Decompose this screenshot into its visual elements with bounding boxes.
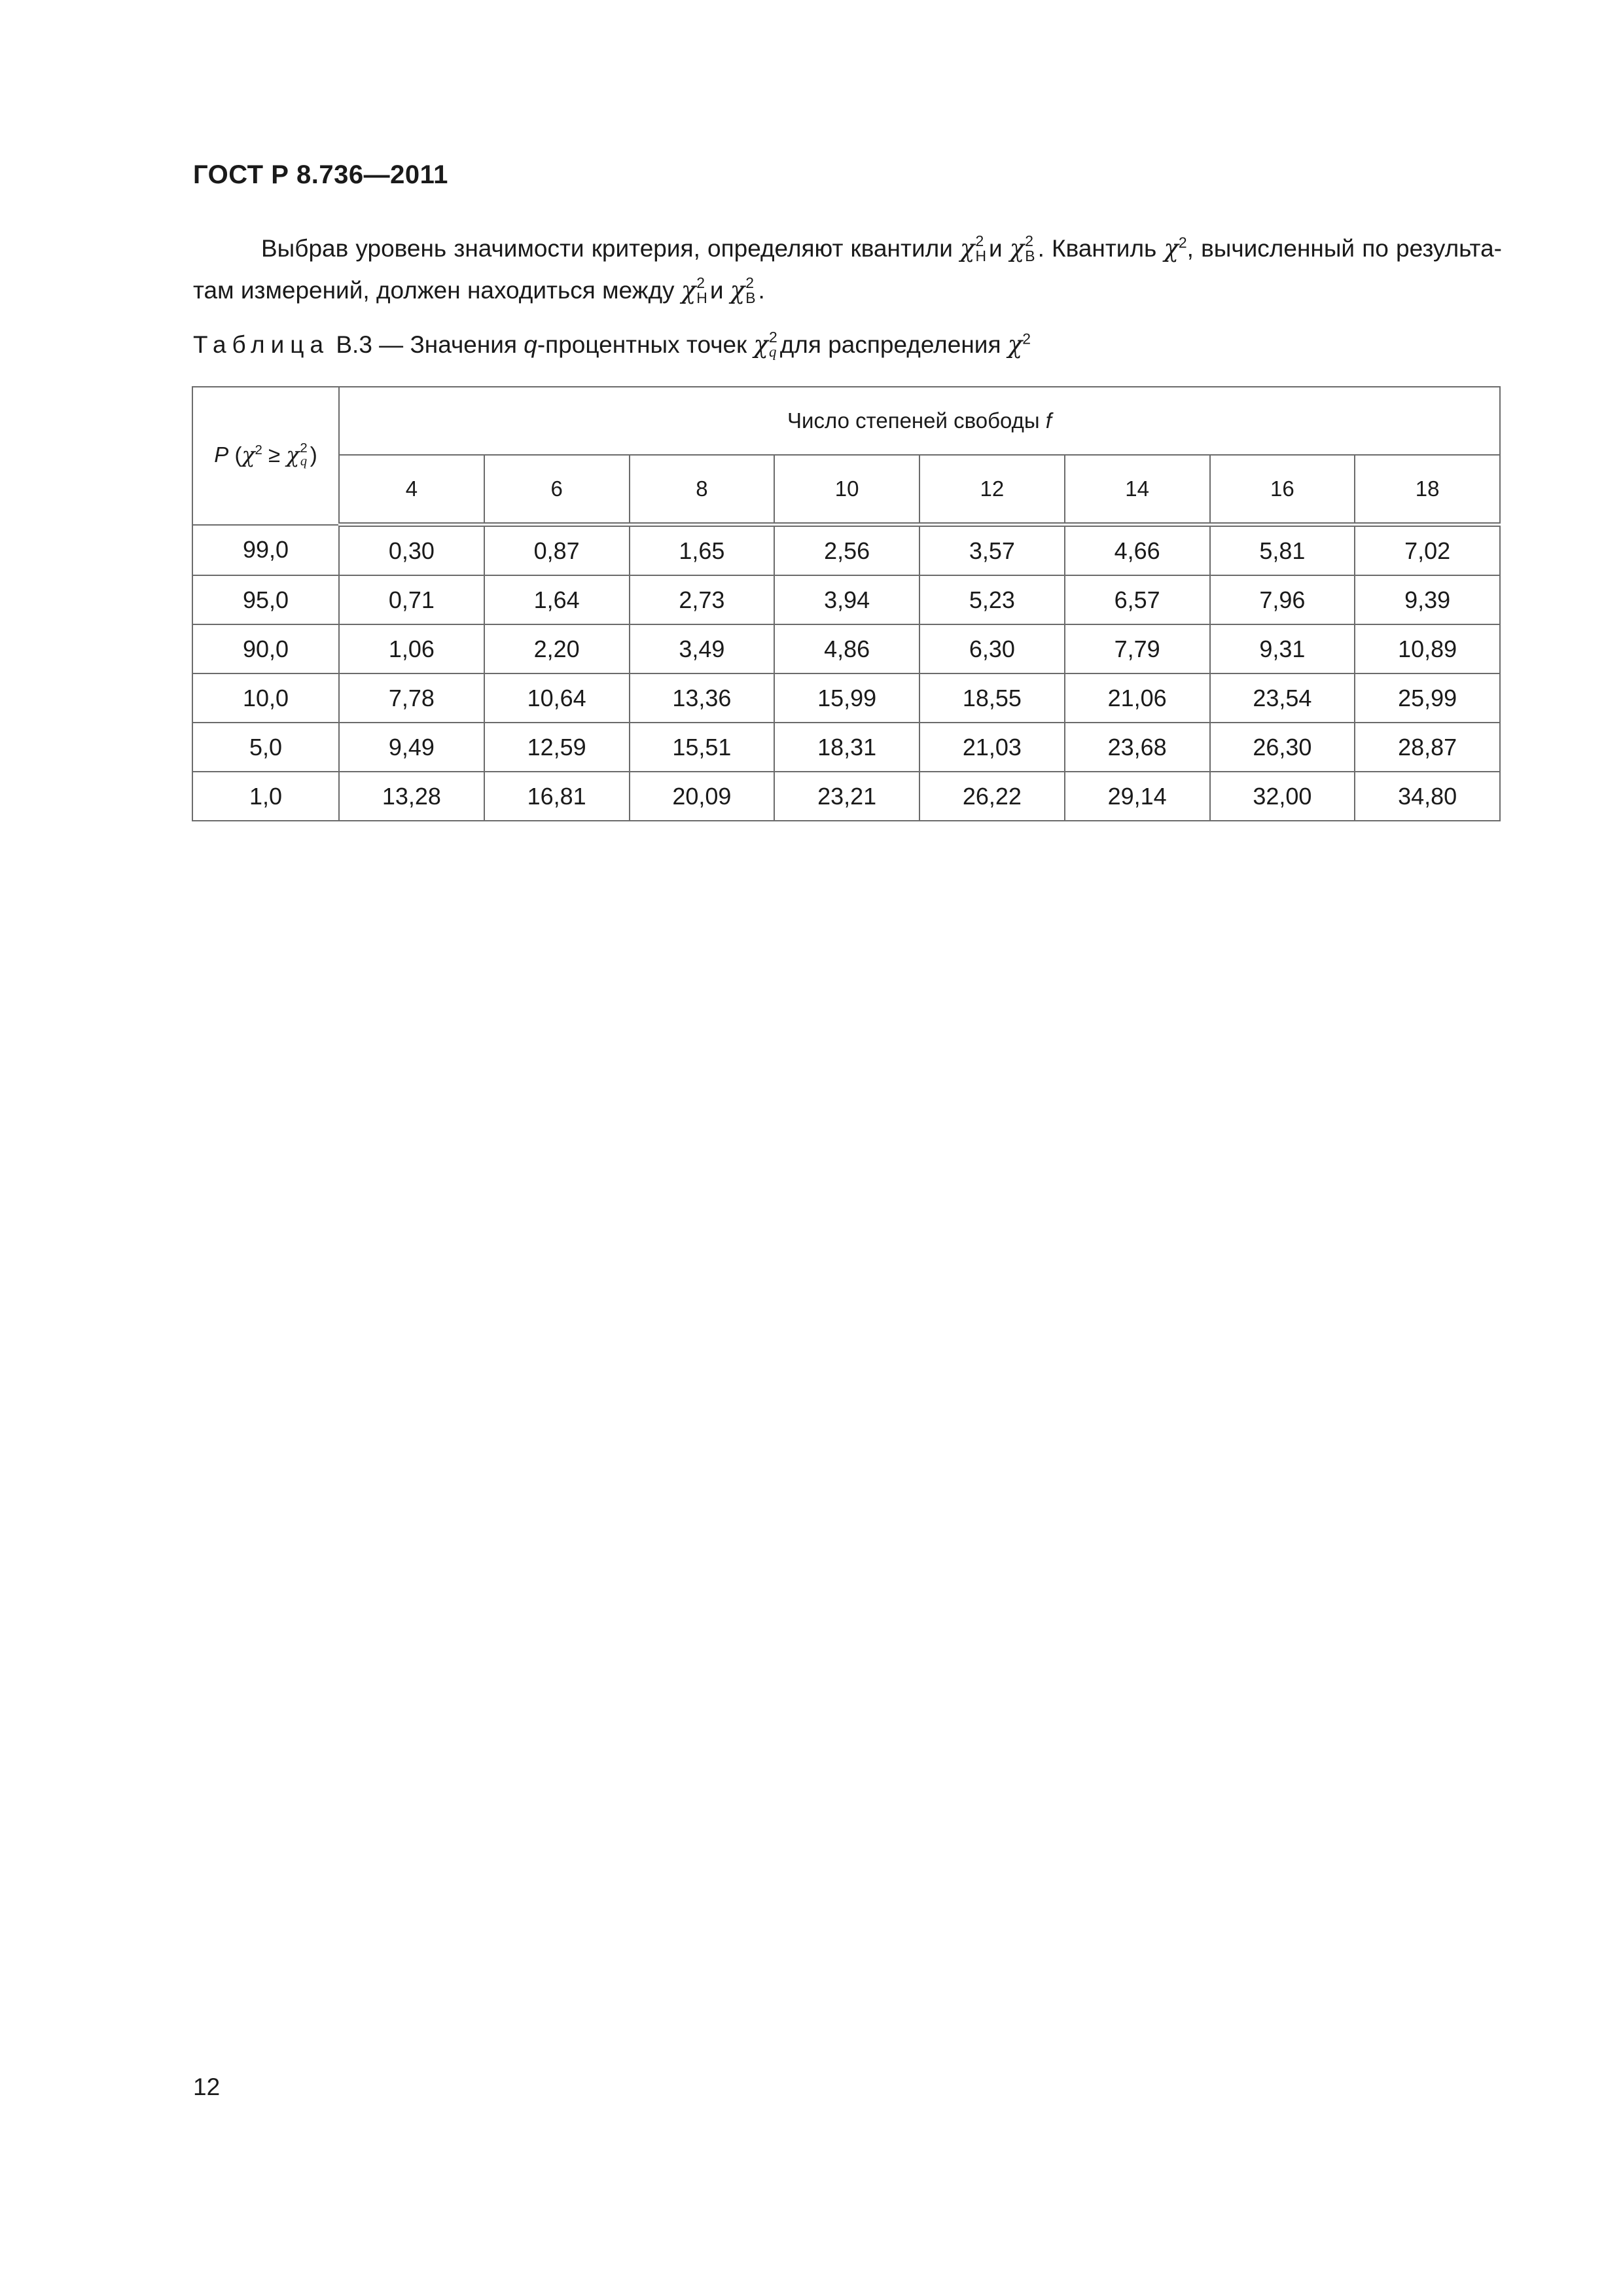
value-cell: 5,23 xyxy=(919,575,1065,624)
table-caption: Таблица В.3 — Значения q-процентных точек χ 2 q для распределения $\chi^2$ xyxy=(193,329,1031,361)
value-cell: 15,99 xyxy=(774,673,919,723)
value-cell: 9,49 xyxy=(339,723,484,772)
chi-square-table xyxy=(192,386,1501,821)
value-cell: 26,22 xyxy=(919,772,1065,821)
table-row xyxy=(192,772,1500,821)
value-cell: 5,81 xyxy=(1210,525,1355,576)
table-row xyxy=(192,525,1500,576)
degrees-of-freedom-header: Число степеней свободы f xyxy=(339,387,1500,455)
value-cell: 7,96 xyxy=(1210,575,1355,624)
column-header: 16 xyxy=(1210,455,1355,525)
table-row xyxy=(192,624,1500,673)
value-cell: 9,39 xyxy=(1355,575,1500,624)
value-cell: 21,06 xyxy=(1065,673,1210,723)
value-cell: 6,30 xyxy=(919,624,1065,673)
value-cell: 0,71 xyxy=(339,575,484,624)
value-cell: 26,30 xyxy=(1210,723,1355,772)
page-number: 12 xyxy=(193,2073,221,2100)
value-cell: 7,78 xyxy=(339,673,484,723)
probability-cell: 10,0 xyxy=(192,673,339,723)
column-header: 10 xyxy=(774,455,919,525)
column-header: 8 xyxy=(630,455,775,525)
body-paragraph xyxy=(193,228,1502,312)
paragraph-line-1: Выбрав уровень значимости критерия, определяют квантили χ 2 Н и χ 2 В . Квантиль $\chi^2$, вычисленный по результа- xyxy=(261,232,1502,265)
column-header: 6 xyxy=(484,455,630,525)
value-cell: 34,80 xyxy=(1355,772,1500,821)
column-header: 12 xyxy=(919,455,1065,525)
probability-cell: 99,0 xyxy=(192,525,339,576)
value-cell: 9,31 xyxy=(1210,624,1355,673)
value-cell: 13,28 xyxy=(339,772,484,821)
value-cell: 28,87 xyxy=(1355,723,1500,772)
value-cell: 15,51 xyxy=(630,723,775,772)
probability-header: P ($\chi^2 \ge \chi$ 2 q ) xyxy=(192,387,339,525)
value-cell: 21,03 xyxy=(919,723,1065,772)
value-cell: 0,87 xyxy=(484,525,630,576)
value-cell: 25,99 xyxy=(1355,673,1500,723)
value-cell: 4,66 xyxy=(1065,525,1210,576)
value-cell: 12,59 xyxy=(484,723,630,772)
probability-cell: 1,0 xyxy=(192,772,339,821)
value-cell: 20,09 xyxy=(630,772,775,821)
column-header-row xyxy=(192,455,1500,525)
value-cell: 4,86 xyxy=(774,624,919,673)
document-code: ГОСТ Р 8.736—2011 xyxy=(193,160,448,189)
value-cell: 2,20 xyxy=(484,624,630,673)
value-cell: 29,14 xyxy=(1065,772,1210,821)
probability-cell: 95,0 xyxy=(192,575,339,624)
column-header: 14 xyxy=(1065,455,1210,525)
table-row xyxy=(192,723,1500,772)
value-cell: 23,54 xyxy=(1210,673,1355,723)
probability-cell: 5,0 xyxy=(192,723,339,772)
probability-cell: 90,0 xyxy=(192,624,339,673)
value-cell: 0,30 xyxy=(339,525,484,576)
value-cell: 7,79 xyxy=(1065,624,1210,673)
value-cell: 18,55 xyxy=(919,673,1065,723)
table-body xyxy=(192,525,1500,821)
value-cell: 1,65 xyxy=(630,525,775,576)
value-cell: 1,06 xyxy=(339,624,484,673)
value-cell: 3,49 xyxy=(630,624,775,673)
paragraph-line-2: там измерений, должен находиться между χ 2 Н и χ 2 В . xyxy=(193,274,765,307)
value-cell: 18,31 xyxy=(774,723,919,772)
value-cell: 16,81 xyxy=(484,772,630,821)
value-cell: 1,64 xyxy=(484,575,630,624)
table-row xyxy=(192,673,1500,723)
value-cell: 2,56 xyxy=(774,525,919,576)
value-cell: 7,02 xyxy=(1355,525,1500,576)
value-cell: 3,94 xyxy=(774,575,919,624)
value-cell: 10,89 xyxy=(1355,624,1500,673)
value-cell: 13,36 xyxy=(630,673,775,723)
value-cell: 2,73 xyxy=(630,575,775,624)
column-header: 4 xyxy=(339,455,484,525)
value-cell: 32,00 xyxy=(1210,772,1355,821)
value-cell: 23,68 xyxy=(1065,723,1210,772)
value-cell: 6,57 xyxy=(1065,575,1210,624)
value-cell: 10,64 xyxy=(484,673,630,723)
column-header: 18 xyxy=(1355,455,1500,525)
value-cell: 23,21 xyxy=(774,772,919,821)
table-row xyxy=(192,575,1500,624)
value-cell: 3,57 xyxy=(919,525,1065,576)
